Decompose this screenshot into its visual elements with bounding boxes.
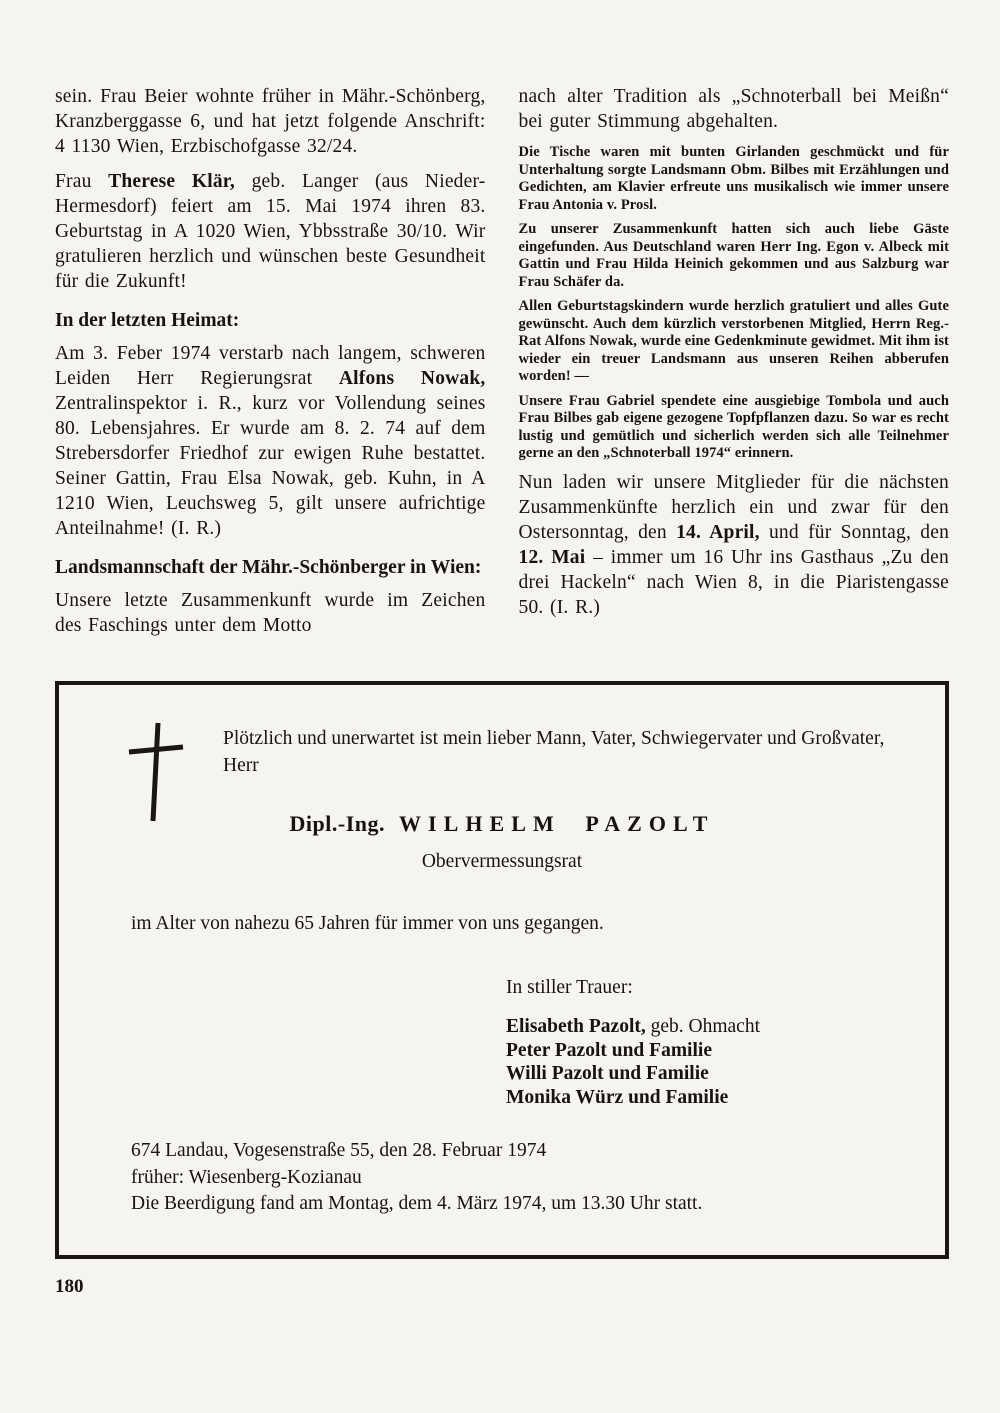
- paragraph-schnoterball: nach alter Tradition als „Schnoterball bei Meißn“ bei guter Stimmung abgehalten.: [518, 86, 949, 132]
- paragraph-tische-girlanden: Die Tische waren mit bunten Girlanden geschmückt und für Unterhaltung sorgte Landsmann Obm. Bilbes mit Erzählungen und Gedichten, am Klavier erfreute uns musikalisch wie immer unsere Frau Antonia v. Prosl.: [518, 144, 949, 213]
- mourners-list: [506, 1015, 760, 1109]
- mourning-label: In stiller Trauer:: [506, 977, 633, 998]
- deceased-role: Obervermessungsrat: [421, 851, 583, 872]
- obituary-address-block: [131, 1137, 546, 1191]
- section-heading-landsmannschaft: Landsmannschaft der Mähr.-Schönberger in Wien:: [55, 557, 482, 578]
- left-column: [55, 84, 486, 648]
- paragraph-therese-klaer: Frau Therese Klär, geb. Langer (aus Nieder-Hermesdorf) feiert am 15. Mai 1974 ihren 83. Geburtstag in A 1020 Wien, Ybbsstraße 30/10. Wir gratulieren herzlich und wünschen beste Gesundheit für die Zukunft!: [55, 171, 486, 292]
- page-number: 180: [55, 1276, 84, 1297]
- paragraph-einladung: Nun laden wir unsere Mitglieder für die nächsten Zusammenkünfte herzlich ein und zwar für den Ostersonntag, den 14. April, und für Sonntag, den 12. Mai – immer um 16 Uhr ins Gasthaus „Zu den drei Hackeln“ nach Wien 8, in die Piaristengasse 50. (I. R.): [518, 471, 950, 618]
- mourner-line-peter: Peter Pazolt und Familie: [506, 1039, 712, 1061]
- obituary-age-line: im Alter von nahezu 65 Jahren für immer von uns gegangen.: [131, 913, 604, 934]
- paragraph-alfons-nowak-obit: Am 3. Feber 1974 verstarb nach langem, schweren Leiden Herr Regierungsrat Alfons Nowak, Zentralinspektor i. R., kurz vor Vollendung seines 80. Lebensjahres. Er wurde am 8. 2. 74 auf dem Strebersdorfer Friedhof zur ewigen Ruhe bestattet. Seiner Gattin, Frau Elsa Nowak, geb. Kuhn, in A 1210 Wien, Leuchsweg 5, gilt unsere aufrichtige Anteilnahme! (I. R.): [55, 343, 486, 539]
- deceased-name: WILHELM PAZOLT: [399, 811, 715, 836]
- paragraph-zusammenkunft: Unsere letzte Zusammenkunft wurde im Zeichen des Faschings unter dem Motto: [55, 590, 486, 636]
- mourner-line-willi: Willi Pazolt und Familie: [506, 1063, 709, 1084]
- paragraph-geburtstagskinder: Allen Geburtstagskindern wurde herzlich gratuliert und alles Gute gewünscht. Auch dem kürzlich verstorbenen Mitglied, Herrn Reg.-Rat Alfons Nowak, wurde eine Gedenkminute gewidmet. Mit ihm ist wieder ein treuer Landsmann aus unseren Reihen abberufen worden! —: [518, 298, 949, 384]
- mourner-line-elisabeth: Elisabeth Pazolt, geb. Ohmacht: [506, 1016, 761, 1037]
- address-line-former: früher: Wiesenberg-Kozianau: [131, 1167, 362, 1188]
- deceased-title: Dipl.-Ing.: [289, 811, 386, 836]
- paragraph-beier-address: sein. Frau Beier wohnte früher in Mähr.-Schönberg, Kranzberggasse 6, und hat jetzt folgende Anschrift: 4 1130 Wien, Erzbischofgasse 32/24.: [55, 86, 486, 157]
- address-line: 674 Landau, Vogesenstraße 55, den 28. Februar 1974: [131, 1140, 547, 1161]
- funeral-line: Die Beerdigung fand am Montag, dem 4. März 1974, um 13.30 Uhr statt.: [131, 1193, 703, 1214]
- mourner-line-monika: Monika Würz und Familie: [506, 1086, 729, 1108]
- deceased-name-line: [59, 811, 945, 837]
- obituary-intro: Plötzlich und unerwartet ist mein lieber Mann, Vater, Schwiegervater und Großvater, Herr: [223, 728, 885, 776]
- right-column: [519, 84, 950, 648]
- paragraph-gaeste: Zu unserer Zusammenkunft hatten sich auch liebe Gäste eingefunden. Aus Deutschland waren Herr Ing. Egon v. Albeck mit Gattin und Frau Hilda Heinich gekommen und aus Salzburg war Frau Schäfer da.: [518, 221, 949, 290]
- section-heading-letzte-heimat: In der letzten Heimat:: [55, 310, 240, 331]
- paragraph-tombola: Unsere Frau Gabriel spendete eine ausgiebige Tombola und auch Frau Bilbes gab eigene gezogene Topfpflanzen dazu. So war es recht lustig und gemütlich und sicherlich werden sich alle Teilnehmer gerne an den „Schnoterball 1974“ erinnern.: [518, 392, 949, 461]
- obituary-notice: [55, 681, 949, 1259]
- cross-icon: [127, 721, 185, 823]
- article-columns: [55, 84, 949, 648]
